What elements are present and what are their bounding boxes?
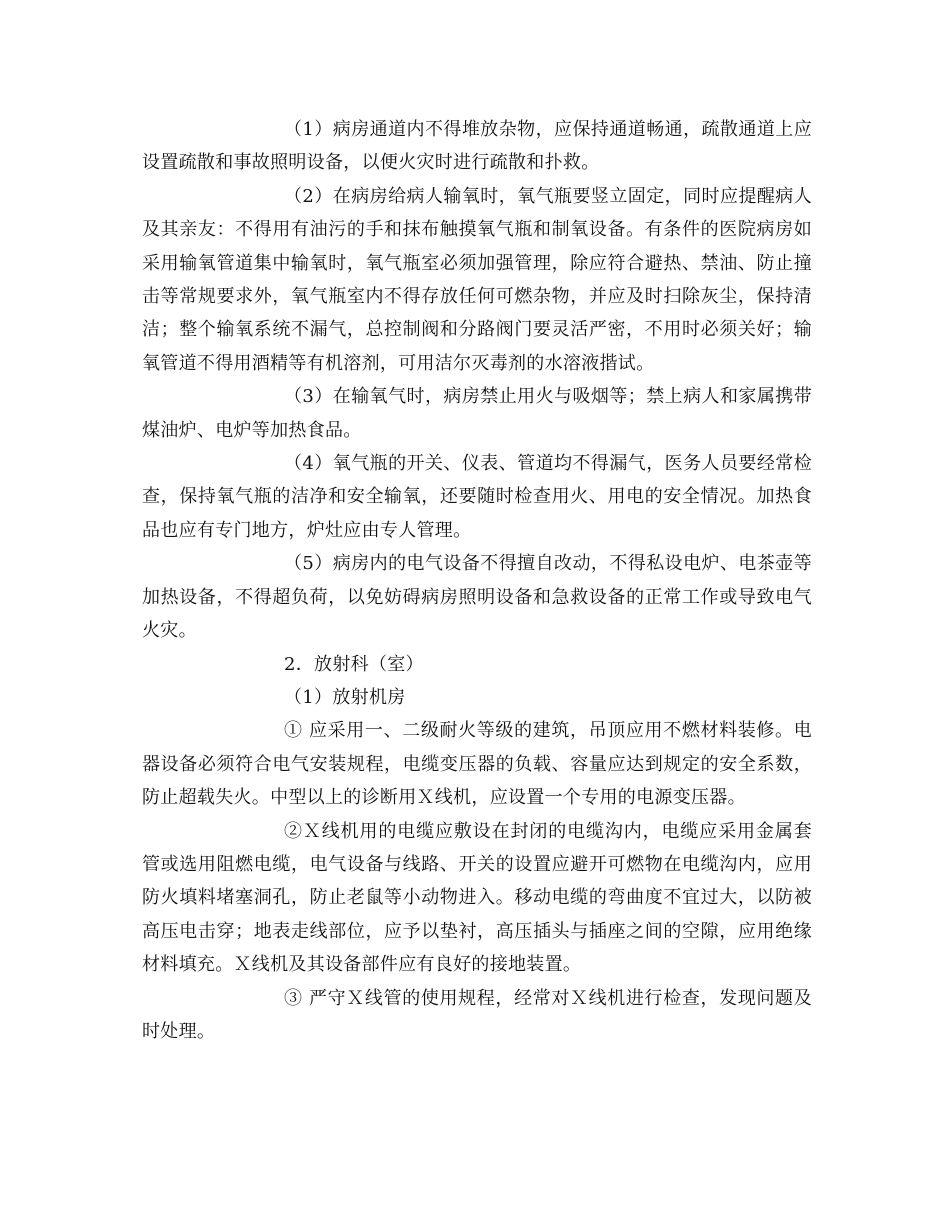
paragraph-electrical-equipment: （5）病房内的电气设备不得擅自改动，不得私设电炉、电茶壶等加热设备，不得超负荷，以免妨碍病房照明设备和急救设备的正常工作或导致电气火灾。 bbox=[142, 553, 812, 642]
paragraph-no-fire-smoking: （3）在输氧气时，病房禁止用火与吸烟等；禁上病人和家属携带煤油炉、电炉等加热食品。 bbox=[142, 386, 812, 441]
paragraph-oxygen-supply: （2）在病房给病人输氧时，氧气瓶要竖立固定，同时应提醒病人及其亲友：不得用有油污的手和抹布触摸氧气瓶和制氧设备。有条件的医院病房如采用输氧管道集中输氧时，氧气瓶室必须加强管理，除应符合避热、禁油、防止撞击等常规要求外，氧气瓶室内不得存放任何可燃杂物，并应及时扫除灰尘，保持清洁；整个输氧系统不漏气，总控制阀和分路阀门要灵活严密，不用时必须关好；输氧管道不得用酒精等有机溶剂，可用洁尔灭毒剂的水溶液揩试。 bbox=[142, 185, 812, 374]
paragraph-oxygen-bottle-check: （4）氧气瓶的开关、仪表、管道均不得漏气，医务人员要经常检查，保持氧气瓶的洁净和安全输氧，还要随时检查用火、用电的安全情况。加热食品也应有专门地方，炉灶应由专人管理。 bbox=[142, 453, 812, 541]
subsection-heading-radiology-room: （1）放射机房 bbox=[284, 686, 406, 708]
section-heading-radiology: 2．放射科（室） bbox=[284, 653, 424, 675]
paragraph-fire-resistant-building: ① 应采用一、二级耐火等级的建筑，吊顶应用不燃材料装修。电器设备必须符合电气安装规程，电缆变压器的负载、容量应达到规定的安全系数，防止超载失火。中型以上的诊断用Ｘ线机，应设置一个专用的电源变压器。 bbox=[142, 720, 812, 809]
document-body bbox=[142, 113, 812, 1048]
paragraph-xray-tube-rules: ③ 严守Ｘ线管的使用规程，经常对Ｘ线机进行检查，发现问题及时处理。 bbox=[142, 987, 812, 1042]
paragraph-xray-cables: ②Ｘ线机用的电缆应敷设在封闭的电缆沟内，电缆应采用金属套管或选用阻燃电缆，电气设备与线路、开关的设置应避开可燃物在电缆沟内，应用防火填料堵塞洞孔，防止老鼠等小动物进入。移动电缆的弯曲度不宜过大，以防被高压电击穿；地表走线部位，应予以垫衬，高压插头与插座之间的空隙，应用绝缘材料填充。Ｘ线机及其设备部件应有良好的接地装置。 bbox=[142, 820, 812, 976]
paragraph-ward-corridor: （1）病房通道内不得堆放杂物，应保持通道畅通，疏散通道上应设置疏散和事故照明设备，以便火灾时进行疏散和扑救。 bbox=[142, 119, 812, 174]
